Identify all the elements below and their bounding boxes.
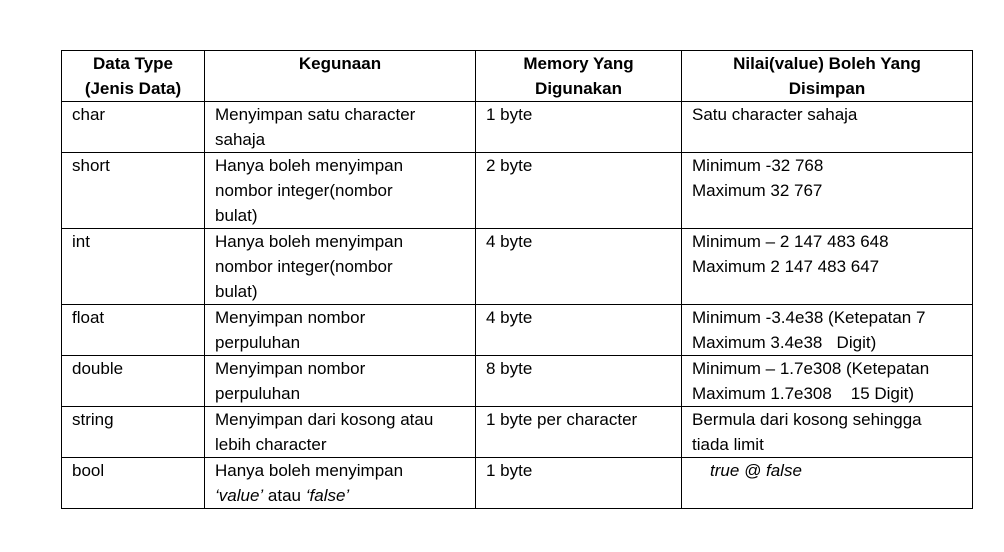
cell-memory: 8 byte [476, 356, 682, 407]
table-row [62, 305, 973, 356]
bool-usage-line2: ‘value’ atau ‘false’ [215, 486, 350, 505]
cell-usage: Hanya boleh menyimpan nombor integer(nombor bulat) [205, 153, 476, 229]
cell-value: Satu character sahaja [682, 102, 973, 153]
cell-value: Minimum -32 768 Maximum 32 767 [682, 153, 973, 229]
cell-type: char [62, 102, 205, 153]
table-row [62, 458, 973, 509]
cell-type: bool [62, 458, 205, 509]
cell-type: float [62, 305, 205, 356]
cell-value: Bermula dari kosong sehingga tiada limit [682, 407, 973, 458]
cell-value: Minimum – 1.7e308 (Ketepatan Maximum 1.7e308 15 Digit) [682, 356, 973, 407]
cell-type: int [62, 229, 205, 305]
cell-value: Minimum -3.4e38 (Ketepatan 7 Maximum 3.4e38 Digit) [682, 305, 973, 356]
cell-usage: Hanya boleh menyimpan nombor integer(nombor bulat) [205, 229, 476, 305]
cell-usage: Menyimpan dari kosong atau lebih character [205, 407, 476, 458]
cell-value: true @ false [682, 458, 973, 509]
cell-usage: Menyimpan nombor perpuluhan [205, 356, 476, 407]
cell-type: short [62, 153, 205, 229]
header-data-type: Data Type (Jenis Data) [62, 51, 205, 102]
cell-memory: 4 byte [476, 229, 682, 305]
table-row [62, 356, 973, 407]
cell-value: Minimum – 2 147 483 648 Maximum 2 147 483 647 [682, 229, 973, 305]
table-row [62, 407, 973, 458]
cell-memory: 1 byte [476, 458, 682, 509]
table-row [62, 102, 973, 153]
table-row [62, 229, 973, 305]
table-row [62, 153, 973, 229]
cell-type: string [62, 407, 205, 458]
cell-usage: Menyimpan nombor perpuluhan [205, 305, 476, 356]
cell-memory: 2 byte [476, 153, 682, 229]
cell-memory: 1 byte [476, 102, 682, 153]
header-memory: Memory Yang Digunakan [476, 51, 682, 102]
header-kegunaan: Kegunaan [205, 51, 476, 102]
cell-memory: 1 byte per character [476, 407, 682, 458]
table-header-row [62, 51, 973, 102]
data-type-table [61, 50, 973, 509]
cell-usage: Menyimpan satu character sahaja [205, 102, 476, 153]
cell-memory: 4 byte [476, 305, 682, 356]
header-nilai: Nilai(value) Boleh Yang Disimpan [682, 51, 973, 102]
cell-type: double [62, 356, 205, 407]
cell-usage: Hanya boleh menyimpan ‘value’ atau ‘false’ [205, 458, 476, 509]
